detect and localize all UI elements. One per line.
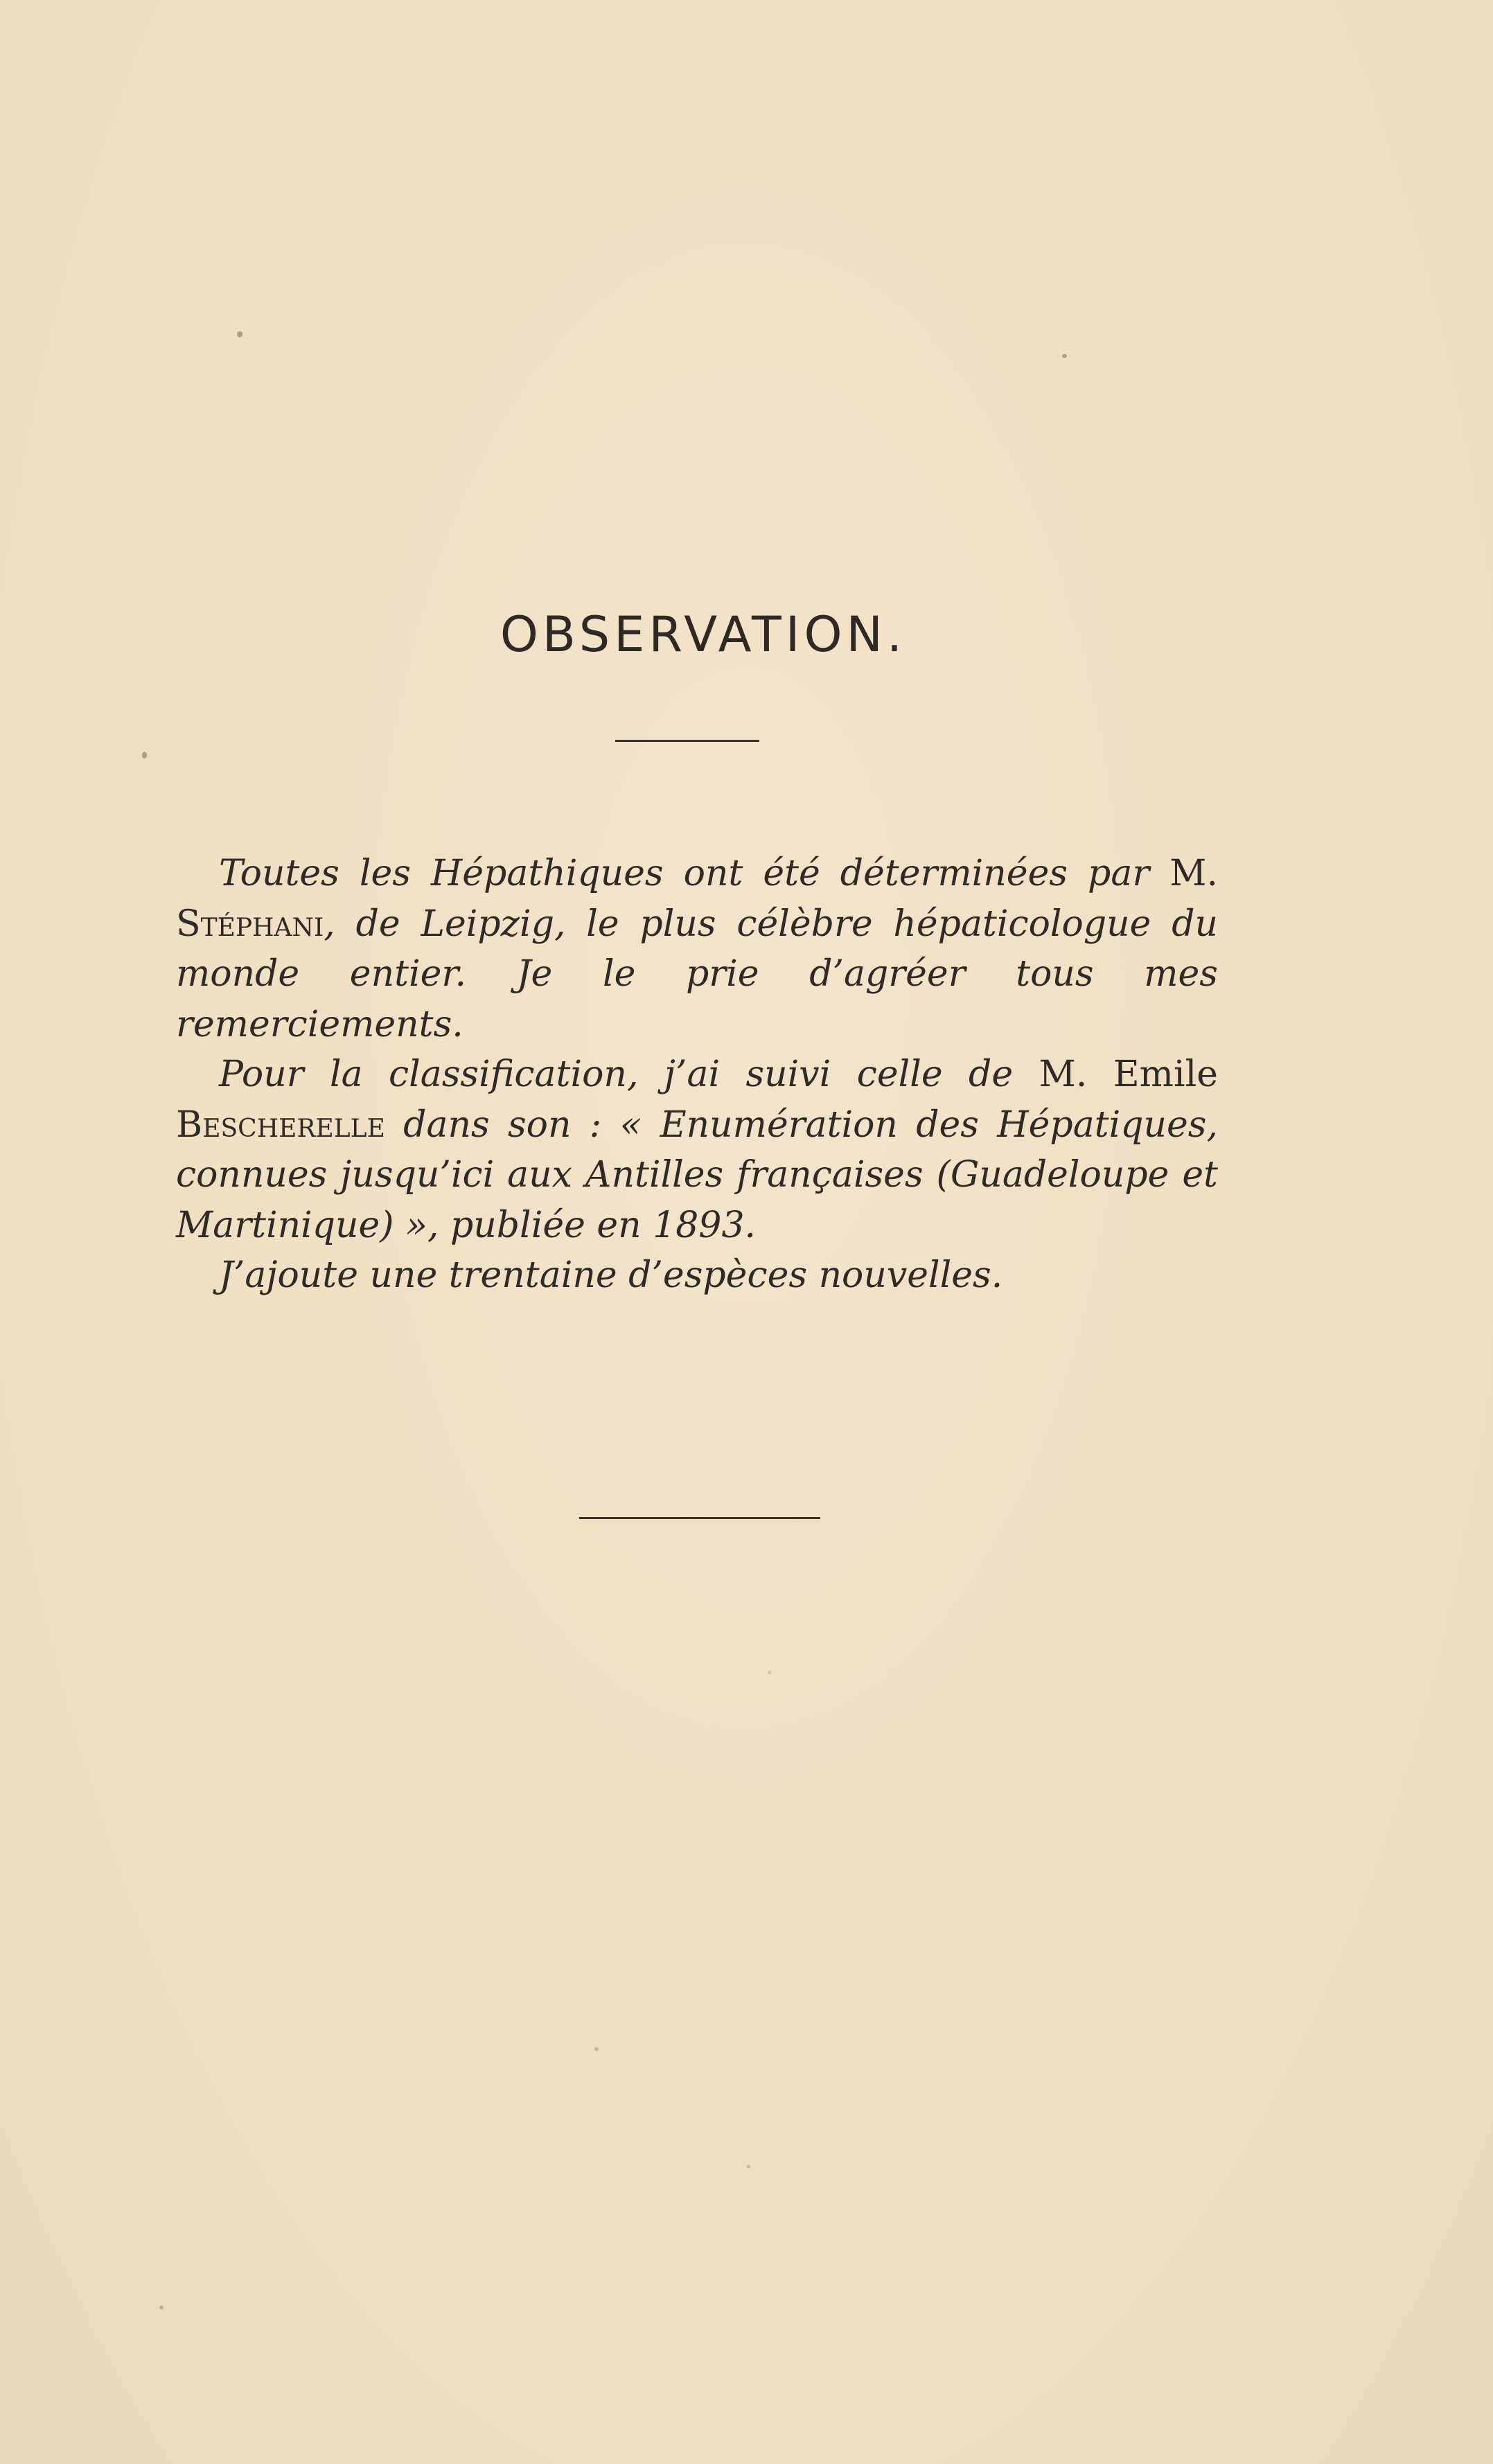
honorific: M. — [1169, 853, 1218, 894]
paragraph-classification — [176, 1049, 1218, 1250]
paper-speck — [237, 331, 242, 337]
paper-speck — [159, 2305, 164, 2310]
person-name: Stéphani — [176, 903, 324, 945]
honorific: M. Emile — [1039, 1054, 1218, 1095]
paragraph-text: , de Leipzig, le plus célèbre hépaticologue du monde entier. Je le prie d’agréer tous mes remerciements. — [176, 903, 1218, 1045]
title-divider — [615, 740, 759, 742]
page-title: OBSERVATION. — [500, 606, 907, 663]
paragraph-text: Pour la classification, j’ai suivi celle de — [219, 1054, 1039, 1095]
paper-speck — [594, 2047, 599, 2051]
paragraph-acknowledgement — [176, 849, 1218, 1049]
person-name: Bescherelle — [176, 1104, 385, 1146]
paragraph-text: Toutes les Hépathiques ont été déterminées par — [219, 853, 1170, 894]
paper-speck — [768, 1671, 771, 1674]
paragraph-text: dans son : « Enumération des Hépatiques, connues jusqu’ici aux Antilles françaises (Guadeloupe et Martinique) », publiée en 1893. — [176, 1104, 1218, 1246]
body-text — [176, 849, 1218, 1301]
paper-speck — [1062, 354, 1067, 358]
paragraph-new-species: J’ajoute une trentaine d’espèces nouvelles. — [219, 1255, 1003, 1296]
paper-speck — [747, 2165, 750, 2168]
end-divider — [579, 1517, 820, 1519]
paper-speck — [142, 752, 147, 759]
